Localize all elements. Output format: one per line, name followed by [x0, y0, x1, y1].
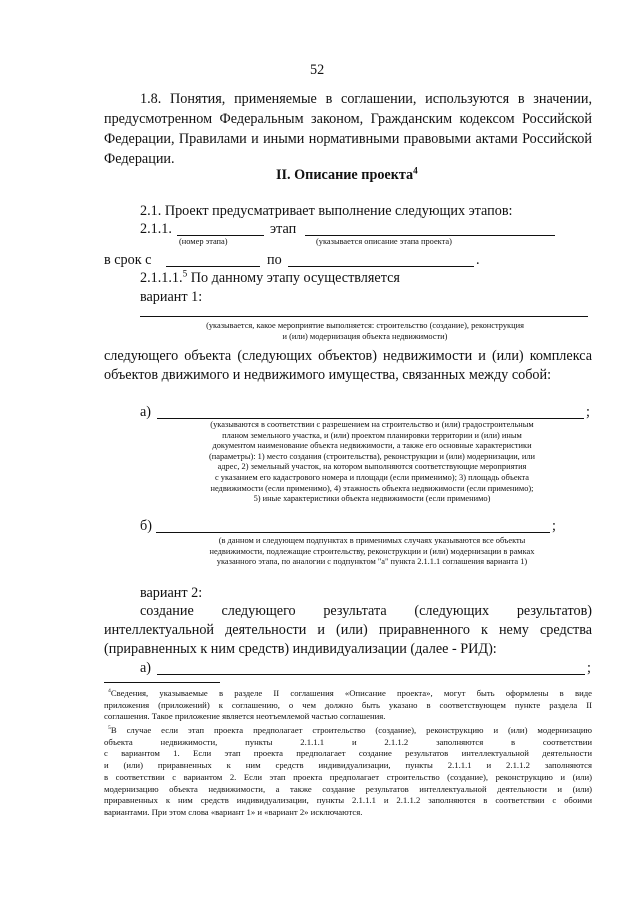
item-b-field[interactable]: [156, 532, 550, 533]
stage-description-field[interactable]: [305, 235, 555, 236]
term-start-field[interactable]: [166, 266, 260, 267]
footnote-line: [104, 688, 592, 700]
hint-stage-number: (номер этапа): [179, 237, 228, 246]
paragraph-line: Федерации, Правилами и иными нормативными правовыми актами Российской: [104, 131, 592, 147]
footnote-ref: 4: [413, 165, 418, 176]
item-b-label: б): [140, 518, 152, 534]
paragraph-line: предусмотренном Федеральным законом, Гражданским кодексом Российской: [104, 111, 592, 127]
paragraph-line: 1.8. Понятия, применяемые в соглашении, используются в значении,: [140, 91, 592, 107]
variant-1-label: вариант 1:: [140, 289, 203, 305]
footnote-line: и (или) приравненных к ним средств индивидуализации, пункты 2.1.1.1 и 2.1.1.2 заполняются: [104, 760, 592, 771]
footnote-line: вариантами. При этом слова «вариант 1» и «вариант 2» исключаются.: [104, 806, 363, 817]
item-a2-end: ;: [587, 660, 591, 676]
footnote-line: с вариантом 1. Если этап проекта предполагает создание результатов интеллектуальной деятельности: [104, 748, 592, 759]
hint-line: планом земельного участка, и (или) проектом планировки территории и (или) иным: [222, 430, 522, 440]
hint-line: (указывается, какое мероприятие выполняется: строительство (создание), реконструкция: [206, 321, 524, 330]
item-a-end: ;: [586, 404, 590, 420]
hint-line: (в данном и следующем подпунктах в применимых случаях указываются все объекты: [218, 536, 526, 545]
paragraph-line: объектов движимого и недвижимого имущества, связанных между собой:: [104, 367, 552, 383]
hint-line: и (или) модернизация объекта недвижимости): [282, 331, 448, 341]
item-2-1-1-1: [140, 270, 400, 287]
hint-stage-description: (указывается описание этапа проекта): [316, 237, 452, 246]
item-a2-label: а): [140, 660, 152, 676]
footnote-text: В случае если этап проекта предполагает строительство (создание), реконструкцию и (или) модернизацию: [110, 725, 592, 735]
footnote-line: соглашения. Такое приложение является неотъемлемой частью соглашения.: [104, 711, 386, 722]
paragraph-line: создание следующего результата (следующих результатов): [140, 603, 592, 619]
item-a-label: а): [140, 404, 152, 420]
hint-line: недвижимости (если применимо), 4) этажность объекта недвижимости (если применимо);: [210, 483, 534, 493]
hint-item-b: [150, 536, 594, 568]
item-a2-field[interactable]: [157, 674, 585, 675]
term-mid: по: [267, 252, 282, 268]
heading-text: II. Описание проекта: [276, 167, 414, 183]
section-heading: [276, 167, 418, 184]
footnote-text: Сведения, указываемые в разделе II соглашения «Описание проекта», могут быть оформлены в виде: [110, 688, 592, 698]
term-end: .: [476, 252, 480, 268]
paragraph-line: следующего объекта (следующих объектов) недвижимости и (или) комплекса: [104, 348, 592, 364]
footnote-mark: 4: [108, 688, 111, 695]
footnote-mark: 5: [108, 725, 111, 732]
hint-line: (параметры): 1) место создания (строительства), реконструкции и (или) модернизации, или: [208, 451, 536, 461]
hint-line: указанного этапа, по аналогии с подпунктом "а" пункта 2.1.1.1 соглашения варианта 1): [216, 557, 528, 567]
footnote-line: приложения (приложений) к соглашению, о чем должно быть указано в соответствующем пункте раздела II: [104, 699, 592, 710]
paragraph-line: (приравненных к ним средств) индивидуализации (далее - РИД):: [104, 641, 497, 657]
variant-2-label: вариант 2:: [140, 585, 203, 601]
footnote-line: модернизацию объекта недвижимости, а также создание результатов интеллектуальной деятельности и (или): [104, 783, 592, 794]
hint-line: адрес, 2) земельный участок, на котором выполняются соответствующие мероприятия: [217, 462, 527, 472]
paragraph-line: Федерации.: [104, 151, 175, 167]
footnote-line: приравненных к ним средств индивидуализации, пункты 2.1.1.1 и 2.1.1.2 заполняются в соответствии с обоими: [104, 795, 592, 806]
term-end-field[interactable]: [288, 266, 474, 267]
item-number: 2.1.1.1.: [140, 270, 183, 286]
footnote-separator: [104, 682, 220, 683]
footnote-ref: 5: [182, 268, 188, 279]
footnote-line: [104, 725, 592, 737]
hint-line: недвижимости, подлежащие строительству, реконструкции и (или) модернизации в рамках: [209, 546, 535, 556]
item-b-end: ;: [552, 518, 556, 534]
footnote-5: [104, 725, 592, 819]
paragraph-2-1: 2.1. Проект предусматривает выполнение следующих этапов:: [140, 203, 513, 219]
hint-variant-1: [140, 321, 590, 342]
hint-line: 5) иные характеристики объекта недвижимости (если применимо): [253, 494, 491, 504]
hint-line: с указанием его кадастрового номера и площади (если применимо); 3) площадь объекта: [214, 472, 530, 482]
page-number: 52: [310, 62, 325, 78]
stage-number-field[interactable]: [177, 235, 264, 236]
hint-line: документом наименование объекта недвижимости, а также его основные характеристики: [212, 441, 532, 451]
footnote-line: объекта недвижимости, пункты 2.1.1.1 и 2.1.1.2 заполняются в соответствии: [104, 736, 592, 747]
item-2-1-1-number: 2.1.1.: [140, 221, 172, 237]
term-prefix: в срок с: [104, 252, 152, 268]
item-text: По данному этапу осуществляется: [190, 270, 400, 286]
paragraph-line: интеллектуальной деятельности и (или) приравненного к нему средства: [104, 622, 592, 638]
stage-word: этап: [270, 221, 297, 237]
item-a-field[interactable]: [157, 418, 584, 419]
variant-1-field[interactable]: [140, 316, 588, 317]
footnote-line: в соответствии с вариантом 2. Если этап проекта предполагает строительство (создание), реконструкцию и (или): [104, 771, 592, 782]
hint-line: (указываются в соответствии с разрешением на строительство и (или) градостроительным: [210, 420, 534, 429]
hint-item-a: [150, 420, 594, 505]
footnote-4: [104, 688, 592, 723]
